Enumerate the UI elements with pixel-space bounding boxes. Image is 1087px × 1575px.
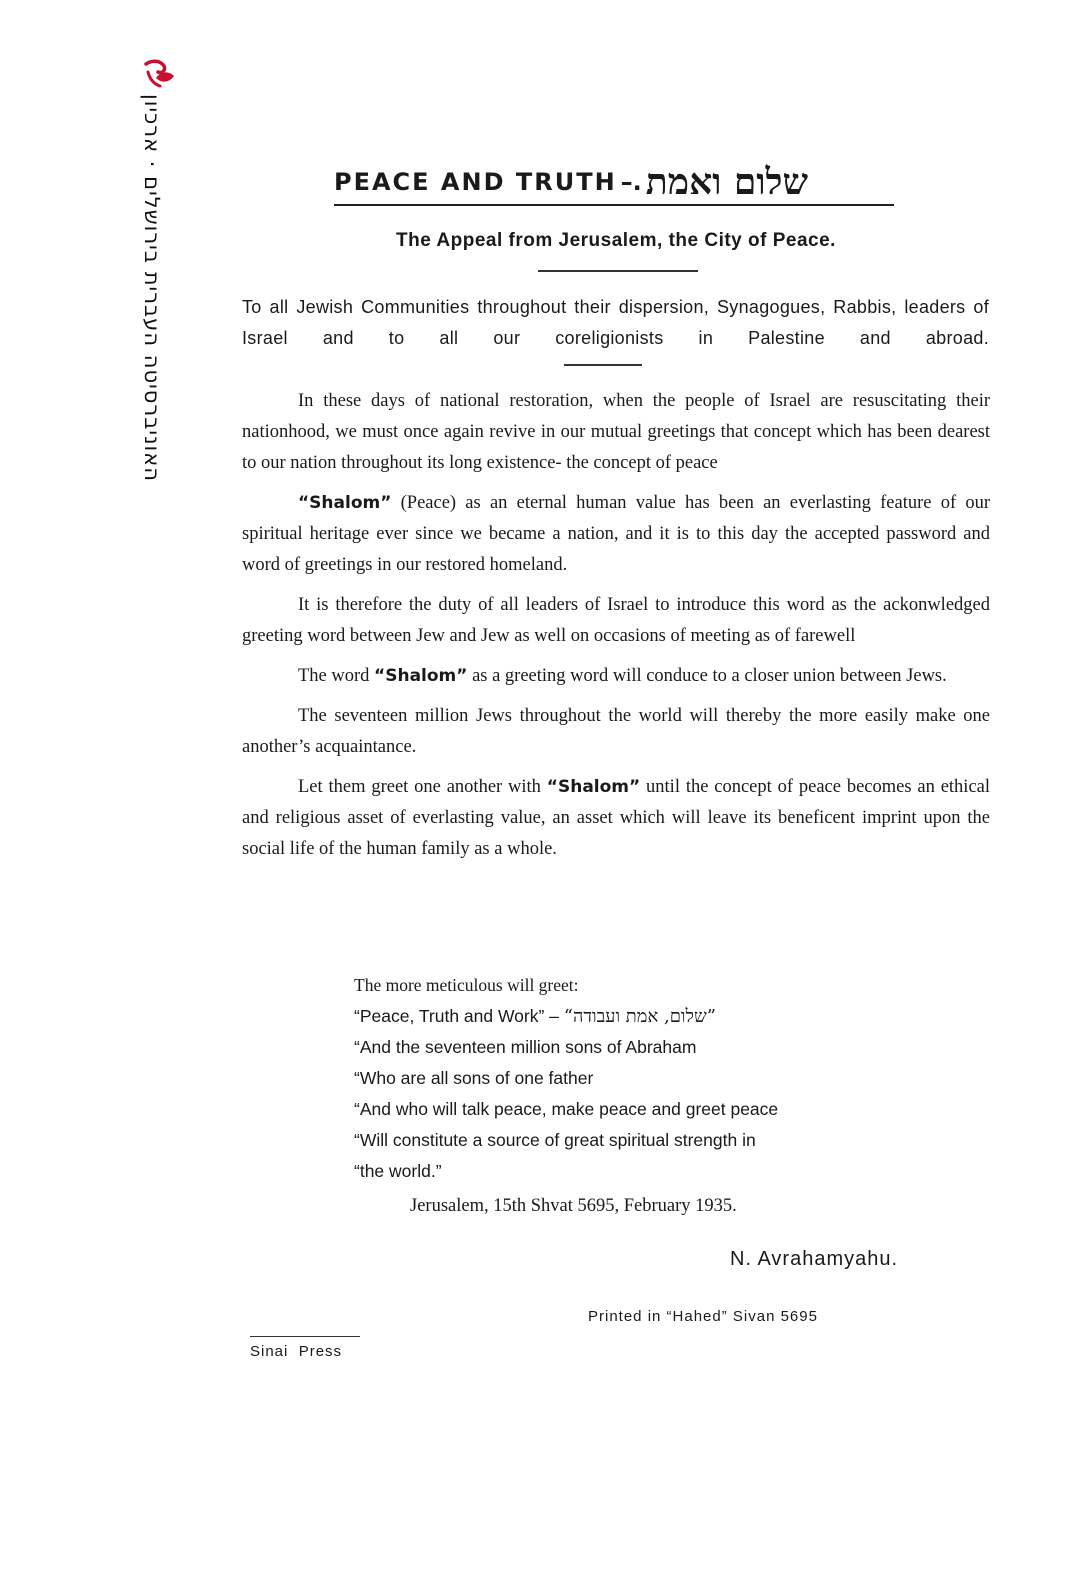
date-line: Jerusalem, 15th Shvat 5695, February 1935. [410,1196,737,1216]
verse-line-4: “And who will talk peace, make peace and greet peace [354,1099,779,1119]
subtitle: The Appeal from Jerusalem, the City of Peace. [396,230,836,251]
address-divider [564,364,642,366]
paragraph-1: In these days of national restoration, when the people of Israel are resuscitating their nationhood, we must once again revive in our mutual greetings that concept which has been dearest to our nation throughout its long existence- the concept of peace [242,391,990,473]
address-paragraph: To all Jewish Communities throughout their dispersion, Synagogues, Rabbis, leaders of Israel and to all our coreligionists in Palestine and abroad. [242,297,989,348]
paragraph-6-text: until the concept of peace becomes an ethical and religious asset of everlasting value, an asset which will leave its beneficent imprint upon the social life of the human family as a whole. [242,777,991,859]
archive-watermark [136,58,186,558]
red-stylized-logo-icon [142,58,178,90]
press-divider [250,1336,360,1337]
shalom-word: “Shalom” [374,666,468,686]
greeting-verse [354,970,914,1187]
paragraph-4 [242,661,990,692]
verse-line-5: “Will constitute a source of great spiritual strength in [354,1130,756,1150]
paragraph-4-text: as a greeting word will conduce to a closer union between Jews. [472,666,947,686]
paragraph-6-lead: Let them greet one another with [298,777,541,797]
verse-line-1 [354,1001,914,1032]
press-name: Sinai Press [250,1343,343,1360]
verse-line-1-hebrew: ”שלום, אמת ועבודה“ [563,1006,716,1027]
title-hebrew: שלום ואמת [645,161,808,203]
verse-line-6: “the world.” [354,1161,442,1181]
title-underline [334,204,894,206]
verse-intro: The more meticulous will greet: [354,975,579,995]
verse-line-3: “Who are all sons of one father [354,1068,594,1088]
subtitle-divider [538,270,698,272]
paragraph-6 [242,772,990,865]
paragraph-5: The seventeen million Jews throughout the world will thereby the more easily make one another’s acquaintance. [242,706,990,757]
paragraph-2 [242,488,990,581]
paragraph-2-text: (Peace) as an eternal human value has been an everlasting feature of our spiritual heritage ever since we became a nation, and it is to this day the accepted password and word of greetings in our restored homeland. [242,493,991,575]
verse-line-2: “And the seventeen million sons of Abraham [354,1037,697,1057]
verse-line-1-english: “Peace, Truth and Work” – [354,1006,559,1026]
shalom-word: “Shalom” [546,777,641,797]
shalom-word: “Shalom” [298,493,392,513]
printed-note: Printed in “Hahed” Sivan 5695 [588,1308,818,1325]
title-dash: –. [620,168,642,196]
title-english: PEACE AND TRUTH [334,168,617,196]
page-title [334,158,894,206]
appeal-body [242,386,990,874]
archive-watermark-text: האוניברסיטה העברית בירושלים · ארכיון [140,94,164,482]
paragraph-4-lead: The word [298,666,370,686]
signature: N. Avrahamyahu. [730,1248,899,1270]
paragraph-3: It is therefore the duty of all leaders of Israel to introduce this word as the ackonwledged greeting word between Jew and Jew as well on occasions of meeting as of farewell [242,595,990,646]
